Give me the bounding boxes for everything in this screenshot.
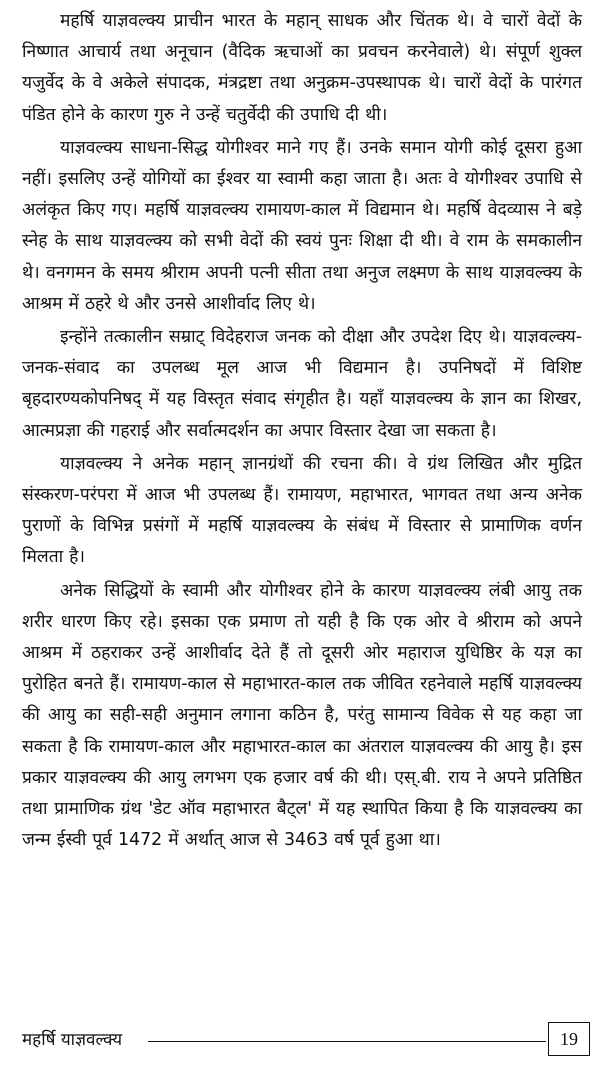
paragraph-5: अनेक सिद्धियों के स्वामी और योगीश्वर होने के कारण याज्ञवल्क्य लंबी आयु तक शरीर धारण किए रहे। इसका एक प्रमाण तो यही है कि एक ओर वे श्रीराम को अपने आश्रम में ठहराकर उन्हें आशीर्वाद देते हैं तो दूसरी ओर महाराज युधिष्ठिर के यज्ञ का पुरोहित बनते हैं। रामायण-काल से महाभारत-काल तक जीवित रहनेवाले महर्षि याज्ञवल्क्य की आयु का सही-सही अनुमान लगाना कठिन है, परंतु सामान्य विवेक से यह कहा जा सकता है कि रामायण-काल और महाभारत-काल का अंतराल याज्ञवल्क्य की आयु है। इस प्रकार याज्ञवल्क्य की आयु लगभग एक हजार वर्ष की थी। एस्.बी. राय ने अपने प्रतिष्ठित तथा प्रामाणिक ग्रंथ 'डेट ऑव महाभारत बैट्ल' में यह स्थापित किया है कि याज्ञवल्क्य का जन्म ईस्वी पूर्व 1472 में अर्थात् आज से 3463 वर्ष पूर्व हुआ था। [22,580,582,851]
paragraph-3: इन्होंने तत्कालीन सम्राट् विदेहराज जनक को दीक्षा और उपदेश दिए थे। याज्ञवल्क्य-जनक-संवाद का उपलब्ध मूल आज भी विद्यमान है। उपनिषदों में विशिष्ट बृहदारण्यकोपनिषद् में यह विस्तृत संवाद संगृहीत है। यहाँ याज्ञवल्क्य के ज्ञान का शिखर, आत्मप्रज्ञा की गहराई और सर्वात्मदर्शन का अपार विस्तार देखा जा सकता है। [22,327,582,441]
page-number-box [548,1022,590,1056]
footer-rule [148,1041,546,1042]
paragraph-2: याज्ञवल्क्य साधना-सिद्ध योगीश्वर माने गए हैं। उनके समान योगी कोई दूसरा हुआ नहीं। इसलिए उन्हें योगियों का ईश्वर या स्वामी कहा जाता है। अतः वे योगीश्वर उपाधि से अलंकृत किए गए। महर्षि याज्ञवल्क्य रामायण-काल में विद्यमान थे। महर्षि वेदव्यास ने बड़े स्नेह के साथ याज्ञवल्क्य को सभी वेदों की स्वयं पुनः शिक्षा दी थी। वे राम के समकालीन थे। वनगमन के समय श्रीराम अपनी पत्नी सीता तथा अनुज लक्ष्मण के साथ याज्ञवल्क्य के आश्रम में ठहरे थे और उनसे आशीर्वाद लिए थे। [22,137,582,314]
page-footer [22,1022,590,1060]
running-title: महर्षि याज्ञवल्क्य [22,1030,123,1050]
paragraph-1: महर्षि याज्ञवल्क्य प्राचीन भारत के महान् साधक और चिंतक थे। वे चारों वेदों के निष्णात आचार्य तथा अनूचान (वैदिक ऋचाओं का प्रवचन करनेवाले) थे। संपूर्ण शुक्ल यजुर्वेद के वे अकेले संपादक, मंत्रद्रष्टा तथा अनुक्रम-उपस्थापक थे। चारों वेदों के पारंगत पंडित होने के कारण गुरु ने उन्हें चतुर्वेदी की उपाधि दी थी। [22,11,582,125]
page-body [22,6,582,858]
page-number: 19 [560,1028,578,1049]
paragraph-4: याज्ञवल्क्य ने अनेक महान् ज्ञानग्रंथों की रचना की। वे ग्रंथ लिखित और मुद्रित संस्करण-परंपरा में आज भी उपलब्ध हैं। रामायण, महाभारत, भागवत तथा अन्य अनेक पुराणों के विभिन्न प्रसंगों में महर्षि याज्ञवल्क्य के संबंध में विस्तार से प्रामाणिक वर्णन मिलता है। [22,453,582,568]
